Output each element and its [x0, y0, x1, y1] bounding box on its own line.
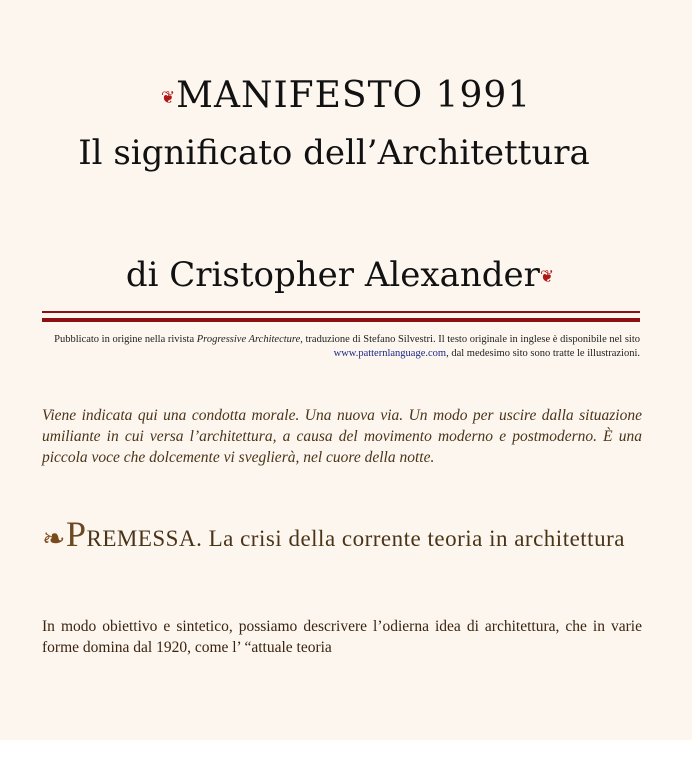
body-paragraph: In modo obiettivo e sintetico, possiamo descrivere l’odierna idea di architettura, che in varie forme domina dal 1920, come l’ “attuale teoria: [42, 618, 642, 656]
publication-note: [42, 333, 640, 361]
leaf-ornament-icon: ❦: [539, 267, 555, 287]
pubnote-text: , dal medesimo sito sono tratte le illustrazioni.: [446, 348, 640, 359]
author-name: di Cristopher Alexander: [125, 255, 540, 295]
pubnote-text: , traduzione di Stefano Silvestri. Il testo originale in inglese è disponibile nel sito: [300, 334, 640, 345]
section-heading: [42, 514, 642, 556]
fleuron-icon: ❧: [42, 524, 66, 555]
abstract-paragraph: Viene indicata qui una condotta morale. Una nuova via. Un modo per uscire dalla situazione umiliante in cui versa l’architettura, a causa del movimento moderno e postmoderno. È una piccola voce che dolcemente vi sveglierà, nel cuore della notte.: [42, 407, 642, 466]
pubnote-text: Pubblicato in origine nella rivista: [54, 334, 197, 345]
drop-initial: P: [65, 514, 87, 554]
title-line-2: Il significato dell’Architettura: [78, 133, 590, 173]
divider-thick: [42, 318, 640, 322]
title-line-1: [0, 75, 692, 116]
author-line: [0, 255, 686, 295]
title-manifesto: MANIFESTO 1991: [176, 75, 532, 116]
patternlanguage-link[interactable]: www.patternlanguage.com: [333, 348, 447, 359]
heading-text: La crisi della corrente teoria in architettura: [202, 526, 625, 551]
heading-small-caps: REMESSA.: [86, 526, 203, 551]
divider-thin: [42, 311, 640, 313]
leaf-ornament-icon: ❦: [160, 88, 177, 108]
magazine-name: Progressive Architecture: [196, 334, 301, 345]
